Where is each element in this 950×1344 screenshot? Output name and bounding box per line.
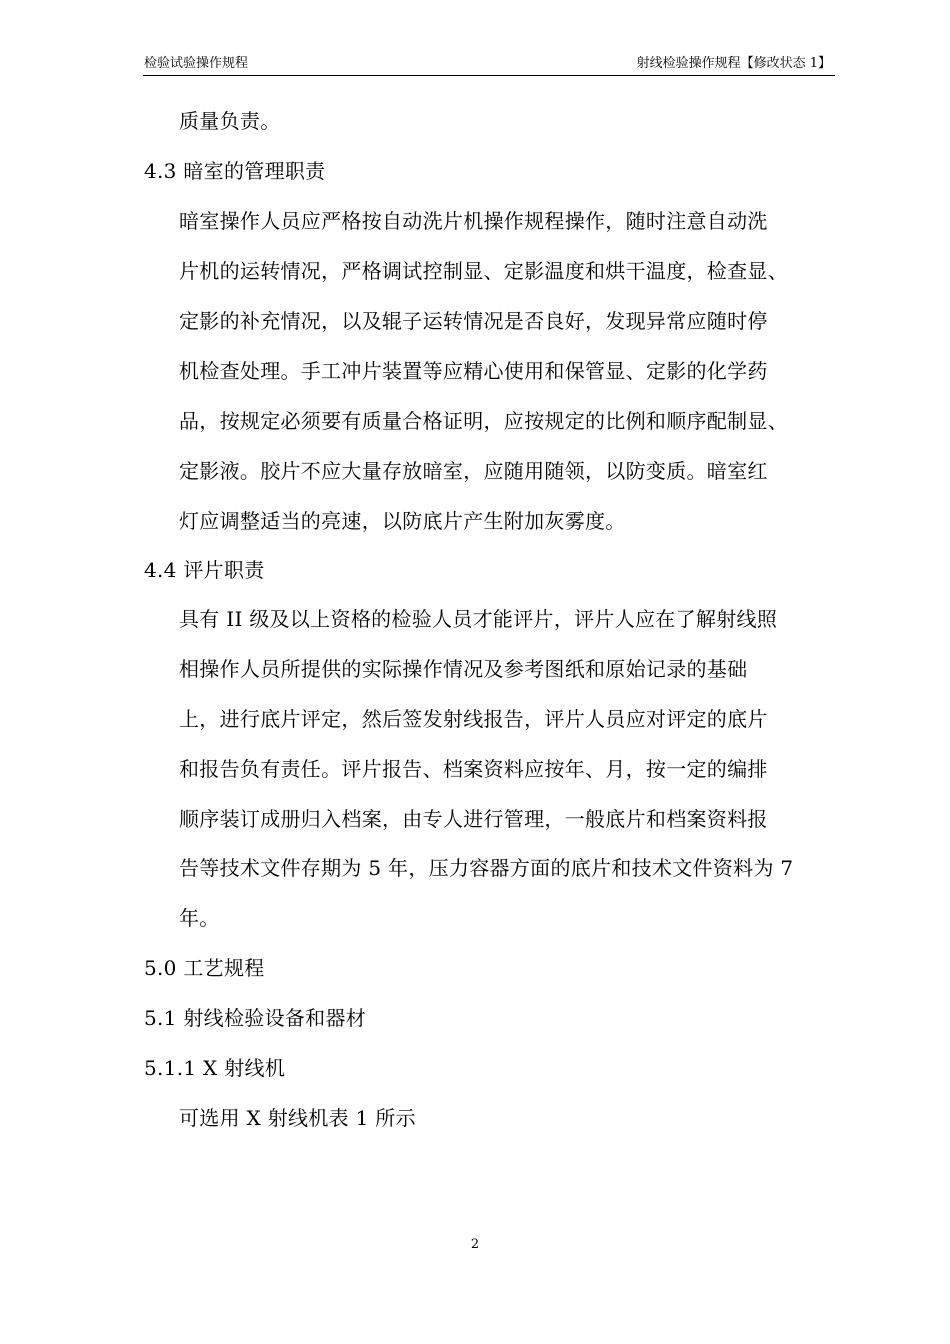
- page-header: [143, 55, 835, 76]
- body-line: 暗室操作人员应严格按自动洗片机操作规程操作，随时注意自动洗: [179, 209, 768, 233]
- body-line: 片机的运转情况，严格调试控制显、定影温度和烘干温度，检查显、: [179, 259, 788, 283]
- body-line: 质量负责。: [179, 109, 281, 133]
- body-line: 定影的补充情况，以及辊子运转情况是否良好，发现异常应随时停: [179, 309, 768, 333]
- body-line: 上，进行底片评定，然后签发射线报告，评片人员应对评定的底片: [179, 707, 768, 731]
- section-heading-5-0: 5.0 工艺规程: [144, 956, 265, 980]
- body-line: 具有 II 级及以上资格的检验人员才能评片，评片人应在了解射线照: [179, 607, 778, 631]
- body-line: 灯应调整适当的亮速，以防底片产生附加灰雾度。: [179, 509, 626, 533]
- body-line: 年。: [179, 906, 220, 930]
- section-heading-5-1-1: 5.1.1 X 射线机: [144, 1056, 286, 1080]
- header-left-title: 检验试验操作规程: [144, 56, 249, 71]
- body-line: 可选用 X 射线机表 1 所示: [179, 1106, 416, 1130]
- body-line: 告等技术文件存期为 5 年，压力容器方面的底片和技术文件资料为 7: [179, 856, 794, 880]
- body-line: 定影液。胶片不应大量存放暗室，应随用随领，以防变质。暗室红: [179, 459, 768, 483]
- body-line: 顺序装订成册归入档案，由专人进行管理，一般底片和档案资料报: [179, 807, 768, 831]
- page-number: 2: [470, 1237, 480, 1252]
- body-line: 和报告负有责任。评片报告、档案资料应按年、月，按一定的编排: [179, 757, 768, 781]
- section-heading-4-4: 4.4 评片职责: [144, 558, 265, 582]
- section-heading-4-3: 4.3 暗室的管理职责: [144, 159, 326, 183]
- header-right-title: 射线检验操作规程【修改状态 1】: [636, 56, 831, 71]
- body-line: 相操作人员所提供的实际操作情况及参考图纸和原始记录的基础: [179, 657, 748, 681]
- body-line: 机检查处理。手工冲片装置等应精心使用和保管显、定影的化学药: [179, 359, 768, 383]
- section-heading-5-1: 5.1 射线检验设备和器材: [144, 1006, 367, 1030]
- body-line: 品，按规定必须要有质量合格证明，应按规定的比例和顺序配制显、: [179, 409, 788, 433]
